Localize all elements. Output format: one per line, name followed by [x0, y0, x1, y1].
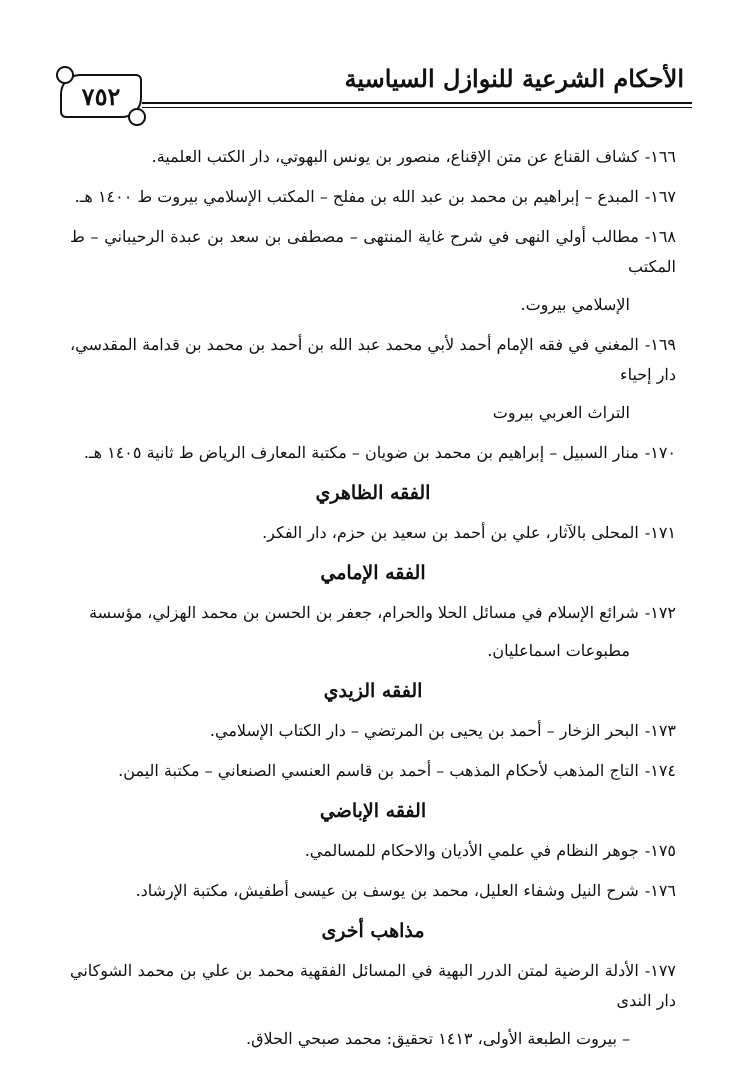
reference-number: ١٧٤-	[644, 761, 676, 780]
reference-continuation: مطبوعات اسماعليان.	[487, 641, 630, 660]
header-rule	[142, 102, 692, 104]
reference-number: ١٦٧-	[644, 187, 676, 206]
reference-number: ١٧٠-	[644, 443, 676, 462]
reference-number: ١٧٧-	[644, 961, 676, 980]
reference-text: شرح النيل وشفاء العليل، محمد بن يوسف بن عيسى أطفيش، مكتبة الإرشاد.	[135, 881, 639, 900]
reference-text: منار السبيل – إبراهيم بن محمد بن ضويان – مكتبة المعارف الرياض ط ثانية ١٤٠٥ هـ.	[83, 443, 639, 462]
reference-continuation: الإسلامي بيروت.	[520, 295, 630, 314]
reference-entry-176	[70, 876, 676, 906]
reference-entry-174	[70, 756, 676, 786]
reference-entry-166	[70, 142, 676, 172]
reference-number: ١٦٩-	[644, 335, 677, 354]
reference-entry-167	[70, 182, 676, 212]
section-heading-ibadi: الفقه الإباضي	[319, 800, 427, 822]
running-title: الأحكام الشرعية للنوازل السياسية	[344, 64, 684, 93]
reference-entry-175	[70, 836, 676, 866]
reference-number: ١٧٢-	[644, 603, 676, 622]
reference-number: ١٧٣-	[644, 721, 676, 740]
reference-number: ١٧٦-	[644, 881, 676, 900]
reference-entry-170	[70, 438, 676, 468]
reference-text: كشاف القناع عن متن الإقناع، منصور بن يونس البهوتي، دار الكتب العلمية.	[151, 147, 639, 166]
reference-number: ١٧١-	[644, 523, 676, 542]
reference-continuation: – بيروت الطبعة الأولى، ١٤١٣ تحقيق: محمد صبحي الحلاق.	[246, 1029, 630, 1048]
reference-number: ١٦٦-	[644, 147, 676, 166]
reference-entry-171	[70, 518, 676, 548]
reference-text: المحلى بالآثار، علي بن أحمد بن سعيد بن حزم، دار الفكر.	[262, 523, 639, 542]
reference-entry-172	[70, 598, 676, 666]
bibliography-list	[70, 142, 676, 1064]
page-number: ٧٥٢	[60, 74, 142, 118]
header-rule-thin	[142, 107, 692, 108]
reference-entry-168	[70, 222, 676, 320]
reference-text: الأدلة الرضية لمتن الدرر البهية في المسائل الفقهية محمد بن علي بن محمد الشوكاني دار الندى	[70, 961, 676, 1010]
reference-entry-177	[70, 956, 676, 1054]
reference-text: البحر الزخار – أحمد بن يحيى بن المرتضي – دار الكتاب الإسلامي.	[209, 721, 639, 740]
page-header	[60, 56, 692, 114]
section-heading-zahiri: الفقه الظاهري	[315, 482, 431, 504]
section-heading-zaydi: الفقه الزيدي	[323, 680, 423, 702]
reference-text: المبدع – إبراهيم بن محمد بن عبد الله بن مفلح – المكتب الإسلامي بيروت ط ١٤٠٠ هـ.	[74, 187, 639, 206]
reference-continuation: التراث العربي بيروت	[492, 403, 630, 422]
reference-text: التاج المذهب لأحكام المذهب – أحمد بن قاسم العنسي الصنعاني – مكتبة اليمن.	[118, 761, 639, 780]
reference-entry-173	[70, 716, 676, 746]
reference-number: ١٦٨-	[644, 227, 676, 246]
reference-text: مطالب أولي النهى في شرح غاية المنتهى – مصطفى بن سعد بن عبدة الرحيباني – ط المكتب	[70, 227, 676, 276]
reference-number: ١٧٥-	[644, 841, 676, 860]
section-heading-other: مذاهب أخرى	[321, 920, 425, 942]
reference-text: جوهر النظام في علمي الأديان والاحكام للمسالمي.	[304, 841, 639, 860]
section-heading-imami: الفقه الإمامي	[320, 562, 426, 584]
reference-text: شرائع الإسلام في مسائل الحلا والحرام، جعفر بن الحسن بن محمد الهزلي، مؤسسة	[89, 603, 639, 622]
reference-text: المغني في فقه الإمام أحمد لأبي محمد عبد الله بن أحمد بن محمد بن قدامة المقدسي، دار إحياء	[70, 335, 676, 384]
reference-entry-169	[70, 330, 676, 428]
